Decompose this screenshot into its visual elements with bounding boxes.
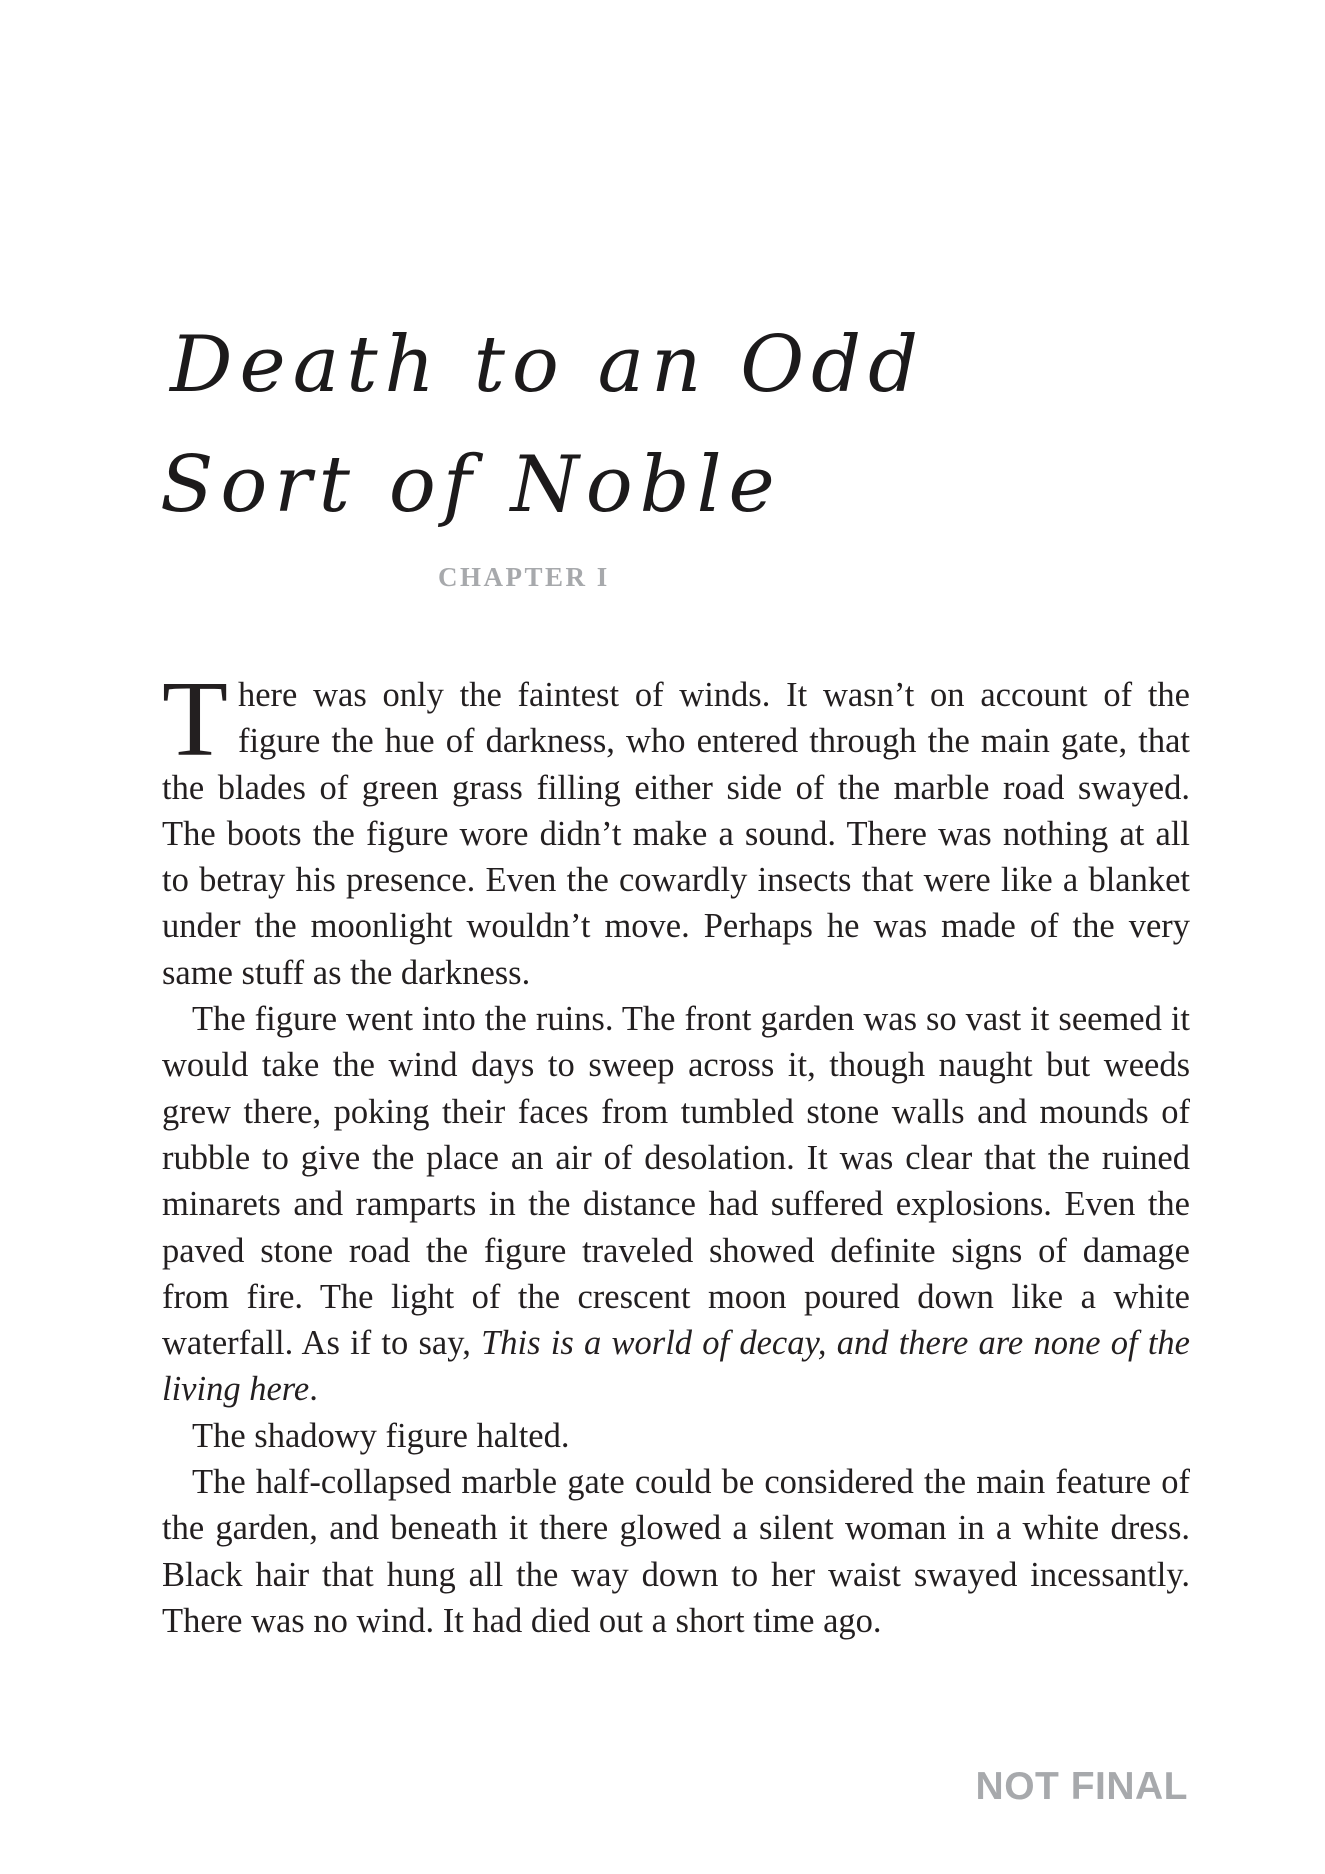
paragraph-2-end: . (309, 1370, 318, 1409)
paragraph-4 (162, 1459, 1190, 1644)
paragraph-1 (162, 660, 1190, 996)
chapter-number-label: CHAPTER I (438, 562, 610, 592)
drop-cap: T (162, 660, 228, 779)
paragraph-3-text: The shadowy figure halted. (192, 1416, 570, 1455)
paragraph-2-italic-text: This is a world of decay, and there are none of the living here (162, 1324, 1190, 1409)
paragraph-1-text: here was only the faintest of winds. It wasn’t on account of the figure the hue of darkness, who entered through the main gate, that the blades of green grass filling either side of the marble road swayed. The boots the figure wore didn’t make a sound. There was nothing at all to betray his presence. Even the cowardly insects that were like a blanket under the moonlight wouldn’t move. Perhaps he was made of the very same stuff as the darkness. (162, 676, 1190, 992)
chapter-title-line-2: Sort of Noble (160, 440, 782, 530)
chapter-title (160, 305, 926, 545)
chapter-body (162, 660, 1190, 1644)
paragraph-2-text: The figure went into the ruins. The front garden was so vast it seemed it would take the wind days to sweep across it, though naught but weeds grew there, poking their faces from tumbled stone walls and mounds of rubble to give the place an air of desolation. It was clear that the ruined minarets and ramparts in the distance had suffered explosions. Even the paved stone road the figure traveled showed definite signs of damage from fire. The light of the crescent moon poured down like a white waterfall. As if to say, (162, 1000, 1190, 1363)
not-final-watermark: NOT FINAL (975, 1765, 1188, 1808)
paragraph-4-text: The half-collapsed marble gate could be considered the main feature of the garden, and beneath it there glowed a silent woman in a white dress. Black hair that hung all the way down to her waist swayed incessantly. There was no wind. It had died out a short time ago. (162, 1463, 1190, 1640)
paragraph-3 (162, 1413, 1190, 1459)
paragraph-2 (162, 996, 1190, 1413)
chapter-title-line-1: Death to an Odd (170, 320, 926, 410)
